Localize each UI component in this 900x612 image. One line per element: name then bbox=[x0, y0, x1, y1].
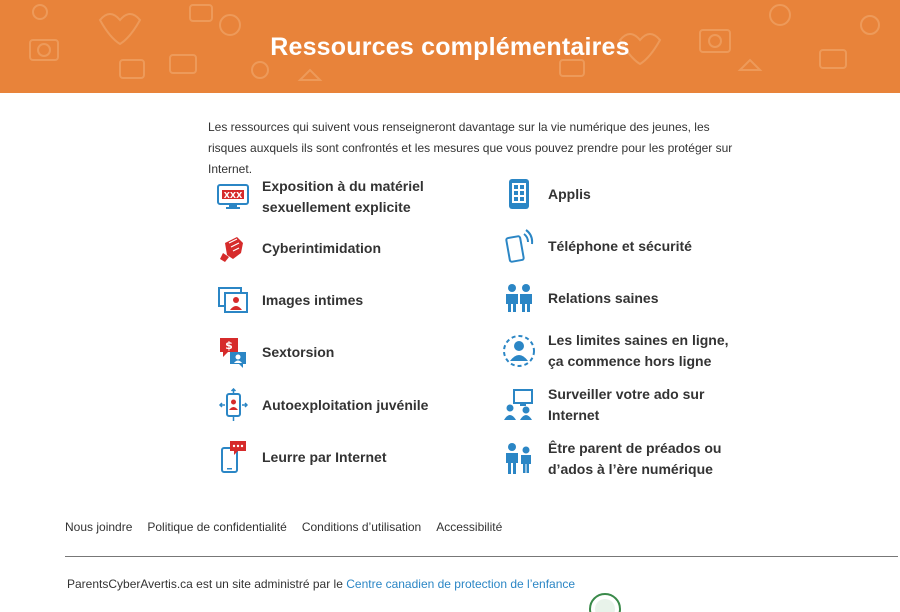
resource-online-luring[interactable] bbox=[216, 440, 386, 474]
resource-intimate-images[interactable] bbox=[216, 283, 363, 317]
resource-label: Les limites saines en ligne, ça commence hors ligne bbox=[548, 332, 729, 369]
footer-divider bbox=[65, 556, 898, 557]
resource-label: Images intimes bbox=[262, 291, 364, 308]
resource-healthy-relationships[interactable] bbox=[502, 281, 659, 315]
resource-label: Autoexploitation juvénile bbox=[262, 396, 429, 413]
resource-label: Sextorsion bbox=[262, 343, 335, 360]
resource-label: Relations saines bbox=[548, 289, 659, 306]
apps-phone-icon bbox=[502, 177, 536, 211]
resource-label: Être parent de préados ou d’ados à l’ère numérique bbox=[548, 440, 722, 477]
resource-explicit-material[interactable] bbox=[216, 176, 447, 218]
resource-healthy-limits[interactable] bbox=[502, 330, 733, 372]
header-banner bbox=[0, 0, 900, 93]
intro-text: Les ressources qui suivent vous renseigneront davantage sur la vie numérique des jeunes, les risques auxquels ils sont confrontés et les mesures que vous pouvez prendre pour les protéger sur Internet. bbox=[208, 120, 733, 176]
page-title: Ressources complémentaires bbox=[270, 33, 630, 61]
resource-apps[interactable] bbox=[502, 177, 591, 211]
footer-note-text: ParentsCyberAvertis.ca est un site administré par le bbox=[67, 577, 347, 591]
footer-link-contact[interactable]: Nous joindre bbox=[65, 520, 133, 534]
person-circle-icon bbox=[502, 334, 536, 368]
resource-phone-safety[interactable] bbox=[502, 229, 692, 263]
organization-logo-icon bbox=[588, 592, 622, 612]
footer-link-privacy[interactable]: Politique de confidentialité bbox=[147, 520, 287, 534]
phone-signal-icon bbox=[502, 229, 536, 263]
resource-label: Leurre par Internet bbox=[262, 448, 387, 465]
footer-link-terms[interactable]: Conditions d’utilisation bbox=[301, 520, 422, 534]
resource-label: Applis bbox=[548, 185, 591, 202]
resource-self-exploitation[interactable] bbox=[216, 388, 428, 422]
resource-monitor-teen[interactable] bbox=[502, 384, 733, 426]
dollar-chat-icon bbox=[216, 335, 250, 369]
resource-label: Téléphone et sécurité bbox=[548, 237, 692, 254]
resource-cyberbullying[interactable] bbox=[216, 231, 381, 265]
svg-text:XXX: XXX bbox=[223, 191, 243, 200]
footer-nav bbox=[65, 520, 517, 534]
svg-text:$: $ bbox=[225, 339, 233, 352]
footer-link-accessibility[interactable]: Accessibilité bbox=[436, 520, 503, 534]
two-people-icon bbox=[502, 281, 536, 315]
phone-message-icon bbox=[216, 440, 250, 474]
resource-label: Exposition à du matériel sexuellement explicite bbox=[262, 178, 424, 215]
resource-label: Surveiller votre ado sur Internet bbox=[548, 386, 705, 423]
footer-note bbox=[67, 577, 575, 591]
fist-icon bbox=[216, 231, 250, 265]
photos-icon bbox=[216, 283, 250, 317]
xxx-monitor-icon bbox=[216, 180, 250, 214]
monitor-people-icon bbox=[502, 388, 536, 422]
resource-parenting-teens[interactable] bbox=[502, 438, 733, 480]
phone-share-icon bbox=[216, 388, 250, 422]
family-icon bbox=[502, 442, 536, 476]
resource-sextortion[interactable] bbox=[216, 335, 334, 369]
resource-label: Cyberintimidation bbox=[262, 239, 382, 256]
footer-note-link[interactable]: Centre canadien de protection de l’enfance bbox=[346, 577, 576, 591]
